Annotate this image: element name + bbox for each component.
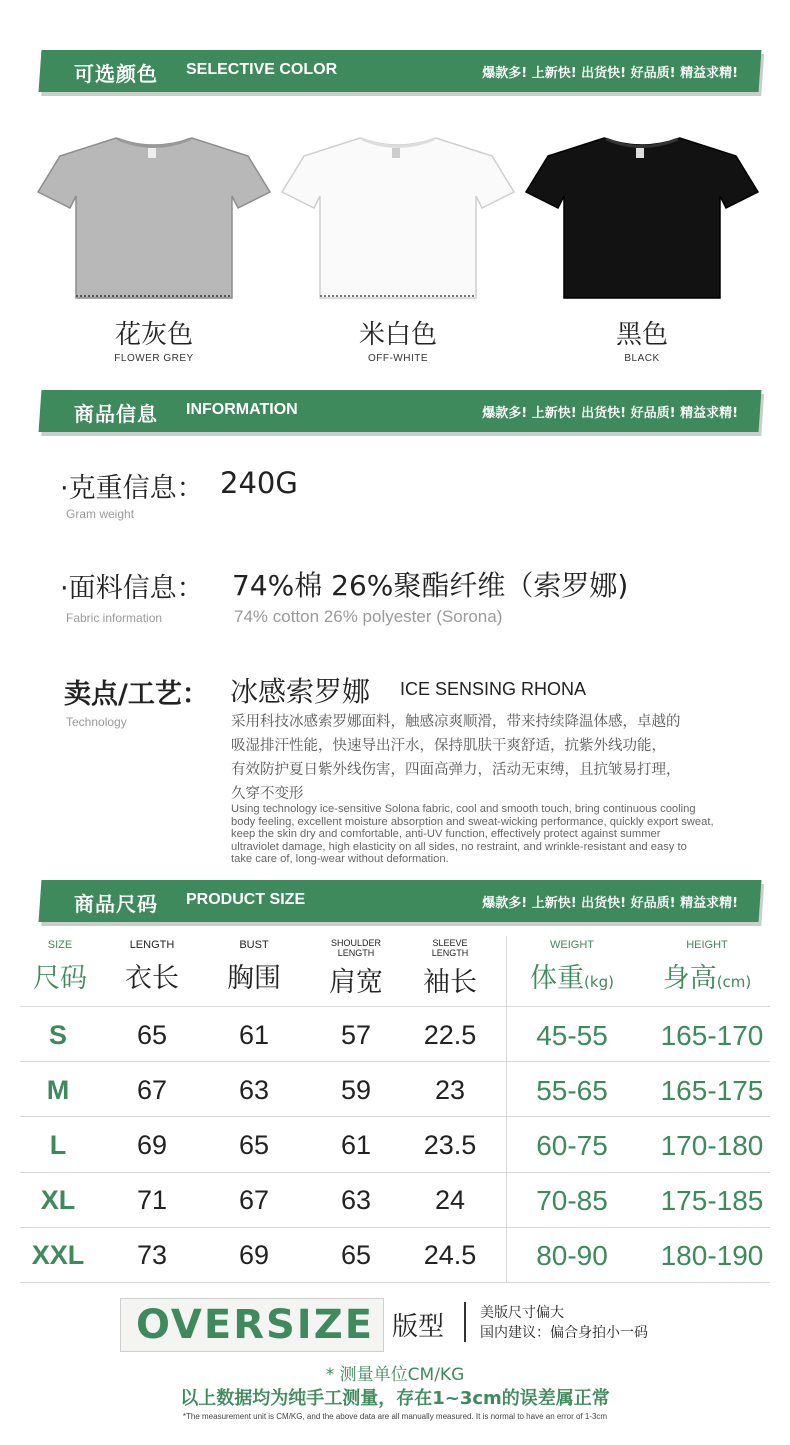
tech-description-line: 久穿不变形 — [231, 786, 304, 802]
measurement-error-note: 以上数据均为纯手工测量，存在1~3cm的误差属正常 — [180, 1388, 610, 1409]
color-option-grey — [36, 314, 272, 364]
section-title-en: PRODUCT SIZE — [186, 891, 306, 908]
tech-sublabel: Technology — [66, 715, 127, 729]
section-title-cn: 可选颜色 — [74, 62, 158, 86]
column-header-shoulder: SHOULDER LENGTH 肩宽 — [329, 938, 383, 998]
cell-size: L — [49, 1130, 67, 1160]
fit-note-line2: 国内建议：偏合身拍小一码 — [480, 1325, 648, 1341]
fit-divider — [464, 1302, 466, 1342]
color-option-black — [524, 314, 760, 364]
tshirt-black-image — [524, 134, 760, 300]
row-divider — [20, 1061, 770, 1062]
cell-bust: 67 — [238, 1185, 270, 1215]
cell-sleeve: 22.5 — [423, 1020, 477, 1050]
column-header-sleeve: SLEEVE LENGTH 袖长 — [423, 938, 477, 998]
cell-length: 65 — [136, 1020, 168, 1050]
section-banner-size — [39, 880, 762, 922]
cell-shoulder: 65 — [340, 1240, 372, 1270]
section-slogan: 爆款多! 上新快! 出货快! 好品质! 精益求精! — [482, 896, 738, 911]
tech-description-en-line: Using technology ice-sensitive Solona fabric, cool and smooth touch, bring continuous cooling — [231, 803, 696, 815]
cell-shoulder: 59 — [340, 1075, 372, 1105]
cell-bust: 69 — [238, 1240, 270, 1270]
section-slogan: 爆款多! 上新快! 出货快! 好品质! 精益求精! — [482, 66, 738, 81]
cell-bust: 61 — [238, 1020, 270, 1050]
color-name-en: FLOWER GREY — [114, 353, 194, 364]
cell-height: 170-180 — [660, 1130, 764, 1161]
fabric-label: ·面料信息： — [60, 573, 204, 604]
cell-length: 69 — [136, 1130, 168, 1160]
section-title-cn: 商品尺码 — [74, 892, 158, 916]
tech-label: 卖点/工艺： — [64, 679, 209, 710]
fit-type-label: 版型 — [392, 1312, 445, 1342]
column-header-height: HEIGHT 身高(cm) — [662, 939, 752, 994]
oversize-badge: OVERSIZE — [135, 1302, 375, 1348]
color-name-en: OFF-WHITE — [367, 353, 429, 364]
cell-weight: 55-65 — [536, 1075, 608, 1106]
tech-description — [231, 710, 741, 806]
tech-description-en-line: body feeling, excellent moisture absorption and sweat-wicking performance, quickly export sweat, — [231, 815, 714, 828]
cell-sleeve: 23.5 — [423, 1130, 477, 1160]
color-name-cn: 花灰色 — [114, 320, 193, 350]
color-option-white — [280, 314, 516, 364]
cell-sleeve: 23 — [434, 1075, 466, 1105]
column-header-size: SIZE 尺码 — [33, 939, 87, 994]
cell-shoulder: 57 — [340, 1020, 372, 1050]
tech-description-en-line: keep the skin dry and comfortable, anti-UV function, effectively protect against summer — [231, 828, 661, 841]
row-divider — [20, 1116, 770, 1117]
color-name-en: BLACK — [624, 353, 660, 364]
tech-description-en-line: ultraviolet damage, high elasticity on all sides, no restraint, and wrinkle-resistant and easy to — [231, 840, 687, 853]
cell-length: 71 — [136, 1185, 168, 1215]
column-header-length: LENGTH 衣长 — [125, 939, 179, 994]
table-divider — [506, 936, 507, 1282]
color-name-cn: 米白色 — [358, 320, 437, 350]
section-title-en: INFORMATION — [186, 401, 298, 418]
cell-shoulder: 63 — [340, 1185, 372, 1215]
tshirt-white-image — [280, 134, 516, 300]
cell-height: 180-190 — [660, 1240, 764, 1271]
cell-size: XL — [40, 1185, 76, 1215]
cell-height: 175-185 — [660, 1185, 764, 1216]
cell-size: S — [48, 1020, 67, 1050]
section-slogan: 爆款多! 上新快! 出货快! 好品质! 精益求精! — [482, 406, 738, 421]
tech-description-line: 有效防护夏日紫外线伤害，四面高弹力，活动无束缚，且抗皱易打理， — [231, 762, 681, 778]
tech-value-en: ICE SENSING RHONA — [400, 679, 587, 699]
cell-weight: 70-85 — [536, 1185, 608, 1216]
section-title-cn: 商品信息 — [74, 402, 158, 426]
fabric-value: 74%棉 26%聚酯纤维（索罗娜) — [232, 569, 629, 602]
row-divider — [20, 1006, 770, 1007]
cell-size: M — [46, 1075, 70, 1105]
fabric-value-en: 74% cotton 26% polyester (Sorona) — [234, 607, 503, 626]
tshirt-grey-image — [36, 134, 272, 300]
measurement-note-en: *The measurement unit is CM/KG, and the above data are all manually measured. It is normal to have an error of 1-3cm — [182, 1412, 608, 1421]
column-header-bust: BUST 胸围 — [227, 939, 281, 994]
measurement-unit-note: * 测量单位CM/KG — [325, 1365, 465, 1385]
row-divider — [20, 1227, 770, 1228]
color-name-cn: 黑色 — [615, 320, 668, 350]
cell-length: 73 — [136, 1240, 168, 1270]
cell-length: 67 — [136, 1075, 168, 1105]
weight-sublabel: Gram weight — [66, 507, 135, 521]
cell-bust: 63 — [238, 1075, 270, 1105]
cell-size: XXL — [31, 1240, 85, 1270]
section-banner-info — [39, 390, 762, 432]
cell-weight: 80-90 — [536, 1240, 608, 1271]
tech-description-line: 采用科技冰感索罗娜面料，触感凉爽顺滑，带来持续降温体感，卓越的 — [231, 714, 681, 730]
cell-height: 165-175 — [660, 1075, 764, 1106]
row-divider — [20, 1172, 770, 1173]
section-banner-color — [39, 50, 762, 92]
cell-weight: 45-55 — [536, 1020, 608, 1051]
tech-value: 冰感索罗娜 — [230, 675, 371, 708]
fit-note-line1: 美版尺寸偏大 — [480, 1305, 564, 1321]
column-header-weight: WEIGHT 体重(kg) — [530, 939, 614, 994]
row-divider — [20, 1282, 770, 1283]
tech-description-en — [231, 803, 761, 866]
cell-sleeve: 24.5 — [423, 1240, 477, 1270]
fabric-sublabel: Fabric information — [66, 611, 163, 625]
tech-description-line: 吸湿排汗性能，快速导出汗水，保持肌肤干爽舒适，抗紫外线功能， — [231, 738, 666, 754]
weight-label: ·克重信息： — [60, 473, 204, 504]
cell-bust: 65 — [238, 1130, 270, 1160]
tech-description-en-line: take care of, long-wear without deformation. — [231, 853, 449, 866]
cell-height: 165-170 — [660, 1020, 764, 1051]
cell-weight: 60-75 — [536, 1130, 608, 1161]
weight-value: 240G — [220, 466, 298, 500]
cell-shoulder: 61 — [340, 1130, 372, 1160]
cell-sleeve: 24 — [434, 1185, 466, 1215]
section-title-en: SELECTIVE COLOR — [186, 61, 338, 78]
